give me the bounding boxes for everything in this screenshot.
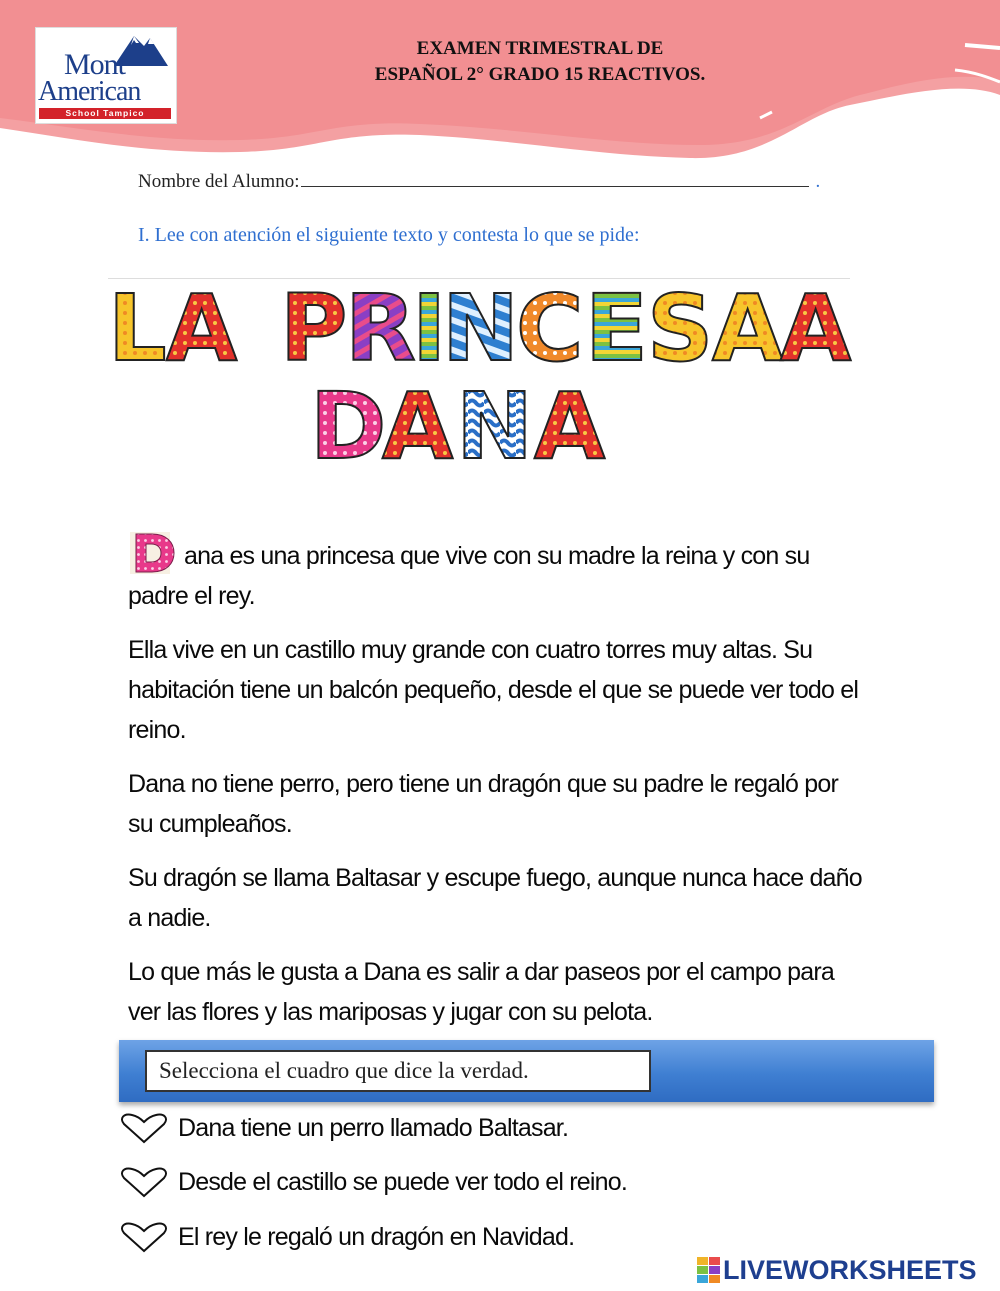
answer-option-1[interactable] xyxy=(120,1108,880,1148)
exam-title-line2: ESPAÑOL 2° GRADO 15 REACTIVOS. xyxy=(374,64,706,85)
svg-text:S: S xyxy=(647,278,714,382)
story-paragraph-1 xyxy=(128,530,868,616)
liveworksheets-icon xyxy=(697,1257,721,1283)
logo-text-mont: Mont xyxy=(64,48,126,81)
liveworksheets-logo xyxy=(697,1253,977,1287)
logo-text-american: American xyxy=(38,76,141,107)
student-name-label: Nombre del Alumno: xyxy=(138,171,300,192)
svg-text:D: D xyxy=(310,373,387,468)
story-text xyxy=(128,530,868,1046)
svg-text:A: A xyxy=(382,373,454,468)
svg-text:A: A xyxy=(780,278,852,382)
svg-text:C: C xyxy=(516,278,584,382)
student-name-dot: . xyxy=(815,171,821,192)
student-name-field[interactable] xyxy=(301,170,809,187)
answer-option-2-label: Desde el castillo se puede ver todo el reino. xyxy=(178,1168,628,1196)
story-paragraph-4: Su dragón se llama Baltasar y escupe fuego, aunque nunca hace daño a nadie. xyxy=(128,864,862,932)
heart-checkbox-icon[interactable] xyxy=(120,1166,168,1198)
exam-title-line1: EXAMEN TRIMESTRAL DE xyxy=(416,38,664,59)
story-paragraph-2: Ella vive en un castillo muy grande con cuatro torres muy altas. Su habitación tiene un balcón pequeño, desde el que se puede ver todo el reino. xyxy=(128,636,859,744)
svg-text:A: A xyxy=(712,278,784,382)
story-paragraph-3: Dana no tiene perro, pero tiene un dragón que su padre le regaló por su cumpleaños. xyxy=(128,770,839,838)
reading-instruction: I. Lee con atención el siguiente texto y contesta lo que se pide: xyxy=(138,224,640,246)
svg-text:A: A xyxy=(166,278,238,382)
question-prompt: Selecciona el cuadro que dice la verdad. xyxy=(145,1050,651,1092)
svg-text:R: R xyxy=(345,278,416,382)
svg-text:L: L xyxy=(108,278,167,382)
story-paragraph-1-text: ana es una princesa que vive con su madre la reina y con su padre el rey. xyxy=(128,542,810,610)
svg-text:P: P xyxy=(280,278,348,382)
svg-text:N: N xyxy=(442,278,519,382)
answer-option-3[interactable] xyxy=(120,1217,880,1257)
svg-text:E: E xyxy=(585,278,648,382)
answer-option-1-label: Dana tiene un perro llamado Baltasar. xyxy=(178,1114,569,1142)
school-logo xyxy=(35,27,177,124)
svg-text:I: I xyxy=(412,278,447,382)
svg-text:A: A xyxy=(534,373,606,468)
liveworksheets-text: LIVEWORKSHEETS xyxy=(723,1255,977,1285)
story-paragraph-5: Lo que más le gusta a Dana es salir a dar paseos por el campo para ver las flores y las mariposas y jugar con su pelota. xyxy=(128,958,834,1026)
answer-option-3-label: El rey le regaló un dragón en Navidad. xyxy=(178,1223,575,1251)
story-title-art xyxy=(100,278,860,468)
logo-tagline: School Tampico xyxy=(39,108,171,119)
svg-text:N: N xyxy=(456,373,533,468)
heart-checkbox-icon[interactable] xyxy=(120,1112,168,1144)
answer-option-2[interactable] xyxy=(120,1162,880,1202)
exam-title xyxy=(290,36,790,88)
heart-checkbox-icon[interactable] xyxy=(120,1221,168,1253)
student-name-row xyxy=(138,170,820,193)
drop-cap-d xyxy=(128,530,178,576)
